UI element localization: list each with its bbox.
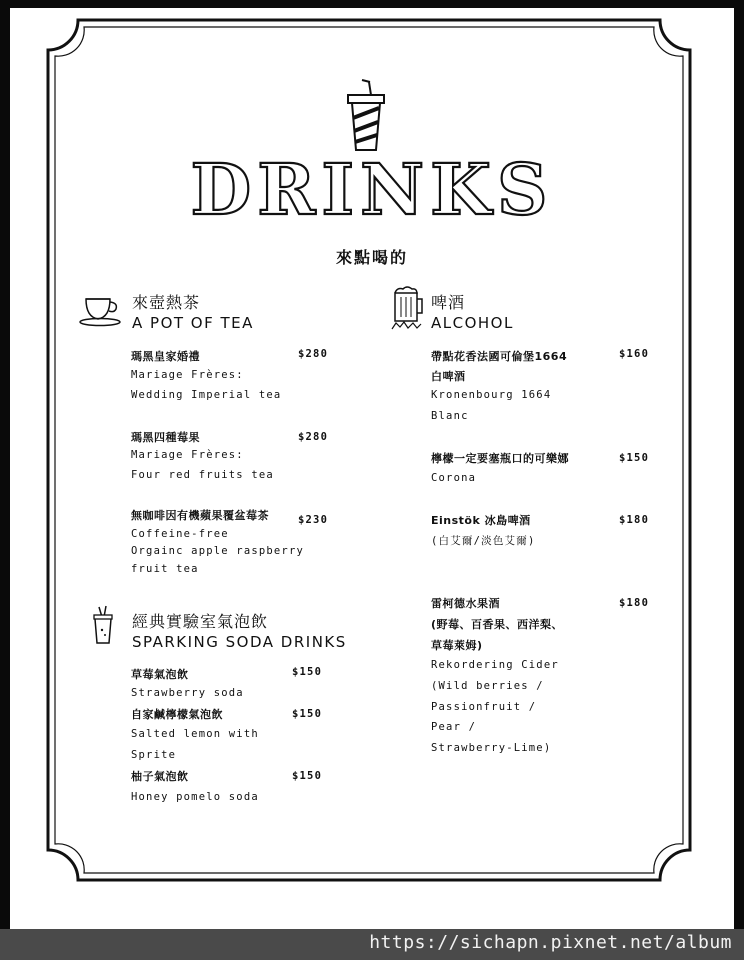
menu-item-price: $150 xyxy=(292,770,323,782)
menu-item-price: $160 xyxy=(619,348,650,360)
menu-item-name: 瑪黑四種莓果 xyxy=(131,431,200,444)
menu-item-name: 雷柯德水果酒 xyxy=(431,597,500,610)
menu-item-desc: Strawberry soda xyxy=(131,687,244,699)
section-title-zh: 來壺熱茶 xyxy=(132,293,201,312)
menu-item-desc: Coffeine-free xyxy=(131,528,229,540)
section-heading-tea xyxy=(132,290,254,332)
teacup-icon xyxy=(78,293,122,327)
menu-item-name: 瑪黑皇家婚禮 xyxy=(131,350,200,363)
section-title-zh: 啤酒 xyxy=(431,293,466,312)
soda-glass-icon xyxy=(90,605,116,645)
section-title-zh: 經典實驗室氣泡飲 xyxy=(132,612,269,631)
beer-mug-icon xyxy=(389,285,425,331)
menu-item-desc: (白艾爾/淡色艾爾) xyxy=(431,535,536,547)
menu-item-desc: Pear / xyxy=(431,721,477,733)
watermark-url: https://sichapn.pixnet.net/album xyxy=(369,932,732,953)
menu-item-desc: Salted lemon with xyxy=(131,728,259,740)
menu-item-desc: Four red fruits tea xyxy=(131,469,274,481)
section-title-en: SPARKING SODA DRINKS xyxy=(132,633,347,651)
menu-item-desc: Blanc xyxy=(431,410,469,422)
menu-item-name: Einstök 冰島啤酒 xyxy=(431,514,531,527)
menu-item-desc: Wedding Imperial tea xyxy=(131,389,282,401)
menu-item-name-line2: 白啤酒 xyxy=(431,370,466,383)
menu-item-desc: Rekordering Cider xyxy=(431,659,559,671)
page-title: DRINKS xyxy=(190,148,554,231)
menu-item-desc: Honey pomelo soda xyxy=(131,791,259,803)
menu-item-name: 自家鹹檸檬氣泡飲 xyxy=(131,708,223,721)
menu-item-desc: Sprite xyxy=(131,749,177,761)
section-heading-soda xyxy=(132,609,347,651)
menu-item-name-line3: 草莓萊姆) xyxy=(431,639,483,652)
menu-item-price: $150 xyxy=(619,452,650,464)
menu-item-name: 帶點花香法國可倫堡1664 xyxy=(431,350,568,363)
menu-item-desc: Mariage Frères: xyxy=(131,449,244,461)
menu-item-name: 無咖啡因有機蘋果覆盆莓茶 xyxy=(131,509,269,522)
menu-item-price: $230 xyxy=(298,514,329,526)
menu-item-desc: fruit tea xyxy=(131,563,199,575)
menu-item-price: $280 xyxy=(298,348,329,360)
menu-item-desc: Kronenbourg 1664 xyxy=(431,389,552,401)
menu-item-name-line2: (野莓、百香果、西洋梨、 xyxy=(431,618,564,631)
section-heading-alcohol xyxy=(431,290,514,332)
page-subtitle: 來點喝的 xyxy=(335,248,408,267)
menu-item-price: $280 xyxy=(298,431,329,443)
drink-cup-icon xyxy=(342,78,402,153)
menu-item-price: $180 xyxy=(619,597,650,609)
section-title-en: A POT OF TEA xyxy=(132,314,254,332)
section-title-en: ALCOHOL xyxy=(431,314,514,332)
menu-item-name: 檸檬一定要塞瓶口的可樂娜 xyxy=(431,452,569,465)
menu-item-name: 草莓氣泡飲 xyxy=(131,668,189,681)
menu-item-desc: Corona xyxy=(431,472,477,484)
menu-item-desc: (Wild berries / xyxy=(431,680,544,692)
menu-item-desc: Strawberry-Lime) xyxy=(431,742,552,754)
menu-item-price: $150 xyxy=(292,666,323,678)
menu-item-price: $150 xyxy=(292,708,323,720)
menu-item-desc: Mariage Frères: xyxy=(131,369,244,381)
menu-item-desc: Orgainc apple raspberry xyxy=(131,545,304,557)
menu-item-desc: Passionfruit / xyxy=(431,701,537,713)
menu-item-name: 柚子氣泡飲 xyxy=(131,770,189,783)
menu-item-price: $180 xyxy=(619,514,650,526)
